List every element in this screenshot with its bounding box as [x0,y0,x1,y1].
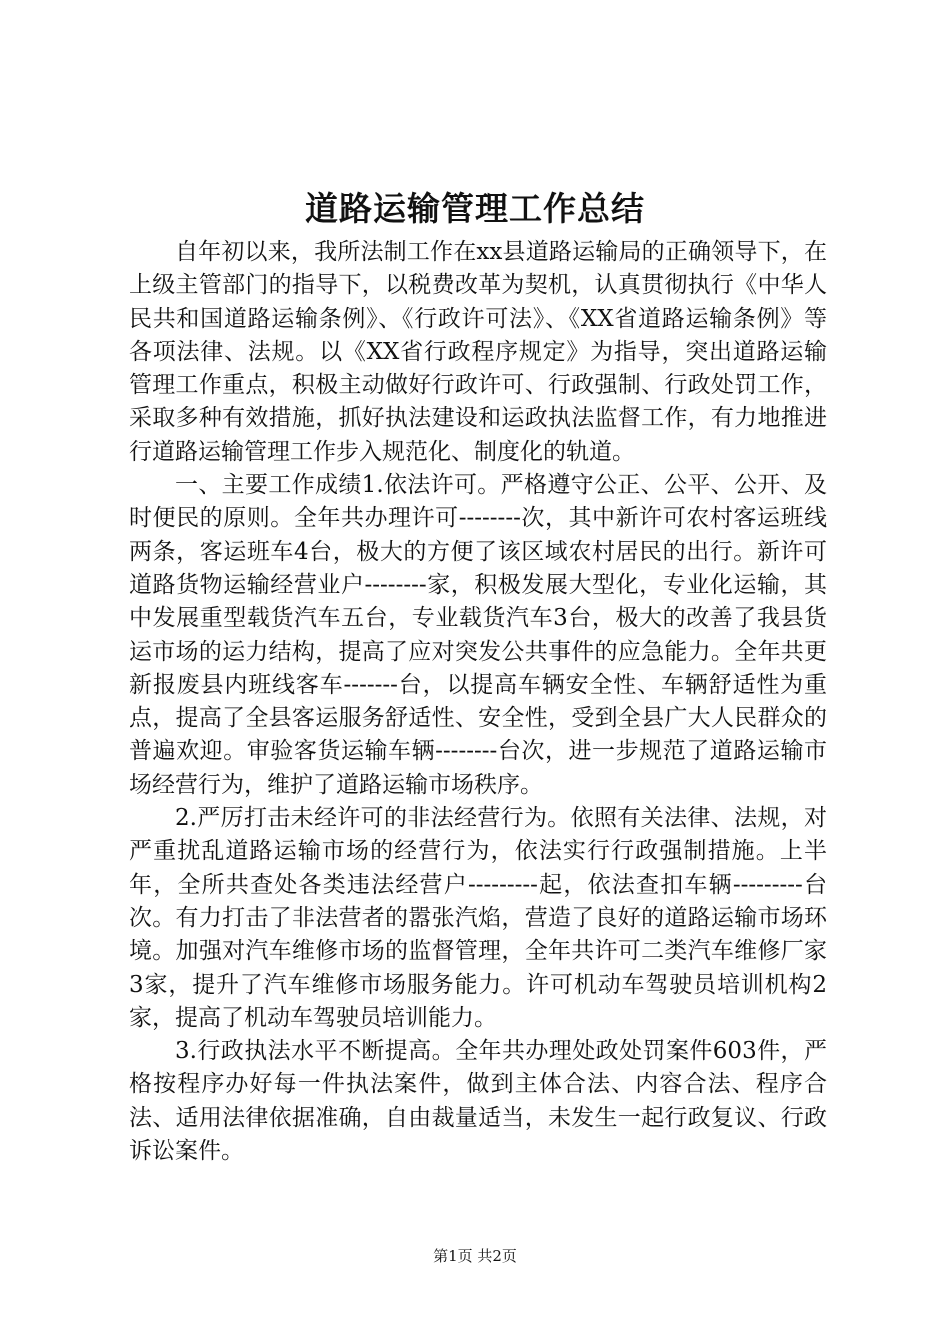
document-title: 道路运输管理工作总结 [305,189,645,228]
paragraph-illegal-operations: 2.严厉打击未经许可的非法经营行为。依照有关法律、法规，对严重扰乱道路运输市场的经营行为，依法实行行政强制措施。上半年，全所共查处各类违法经营户---------起，依法查扣车辆---------台次。有力打击了非法营者的嚣张汽焰，营造了良好的道路运输市场环境。加强对汽车维修市场的监督管理，全年共许可二类汽车维修厂家3家，提升了汽车维修市场服务能力。许可机动车驾驶员培训机构2家，提高了机动车驾驶员培训能力。 [129,805,827,1031]
paragraph-intro: 自年初以来，我所法制工作在xx县道路运输局的正确领导下，在上级主管部门的指导下，以税费改革为契机，认真贯彻执行《中华人民共和国道路运输条例》、《行政许可法》、《XX省道路运输条例》等各项法律、法规。以《XX省行政程序规定》为指导，突出道路运输管理工作重点，积极主动做好行政许可、行政强制、行政处罚工作，采取多种有效措施，抓好执法建设和运政执法监督工作，有力地推进行道路运输管理工作步入规范化、制度化的轨道。 [129,239,827,465]
paragraph-enforcement-level: 3.行政执法水平不断提高。全年共办理处政处罚案件603件，严格按程序办好每一件执法案件，做到主体合法、内容合法、程序合法、适用法律依据准确，自由裁量适当，未发生一起行政复议、行政诉讼案件。 [129,1038,827,1165]
paragraph-achievements-licensing: 一、主要工作成绩1.依法许可。严格遵守公正、公平、公开、及时便民的原则。全年共办理许可--------次，其中新许可农村客运班线两条，客运班车4台，极大的方便了该区域农村居民的出行。新许可道路货物运输经营业户--------家，积极发展大型化，专业化运输，其中发展重型载货汽车五台，专业载货汽车3台，极大的改善了我县货运市场的运力结构，提高了应对突发公共事件的应急能力。全年共更新报废县内班线客车-------台，以提高车辆安全性、车辆舒适性为重点，提高了全县客运服务舒适性、安全性，受到全县广大人民群众的普遍欢迎。审验客货运输车辆--------台次，进一步规范了道路运输市场经营行为，维护了道路运输市场秩序。 [129,472,827,798]
document-body [129,236,827,1168]
page-number-footer: 第1页 共2页 [433,1247,517,1265]
